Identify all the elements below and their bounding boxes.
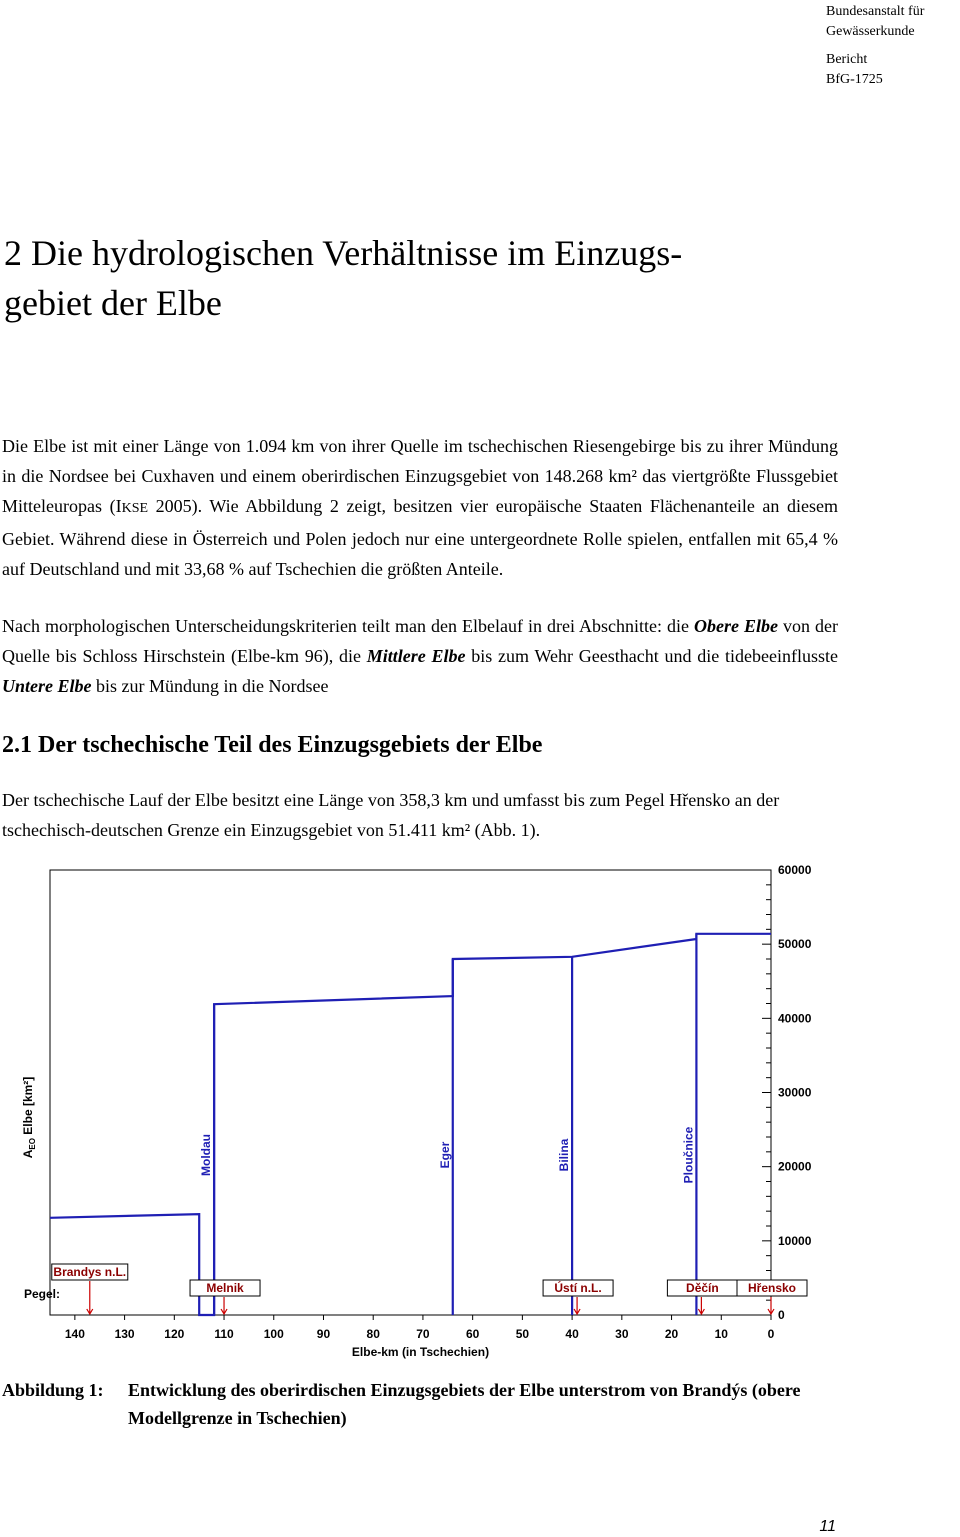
catchment-area-chart	[0, 855, 960, 1365]
paragraph-intro	[2, 431, 838, 584]
paragraph-intro-part-a: Die Elbe ist mit einer Länge von 1.094 km von ihrer Quelle im tschechischen Riesengebirge bis zu ihrer Mündung in die Nordsee bei Cuxhaven und einem oberirdischen Einzugsgebiet von 148.268 km² das viertgrößte Flussgebiet Mitteleuropas (I	[2, 436, 838, 516]
gauge-arrow	[574, 1297, 580, 1314]
y-axis-label-main: A	[21, 1149, 35, 1159]
x-tick-labels	[65, 1327, 775, 1341]
y-tick-label: 0	[778, 1308, 785, 1322]
gauge-label: Hřensko	[747, 1281, 797, 1295]
tributary-label: Bilina	[557, 1138, 572, 1172]
y-tick-label: 50000	[778, 937, 812, 952]
y-tick-label: 20000	[778, 1159, 812, 1174]
paragraph-morphology-text-1: Nach morphologischen Unterscheidungskriterien teilt man den Elbelauf in drei Abschnitte: die	[2, 616, 694, 636]
figure-caption-text: Entwicklung des oberirdischen Einzugsgebiets der Elbe unterstrom von Brandýs (obere Modellgrenze in Tschechien)	[128, 1380, 801, 1428]
header-report-line2: BfG-1725	[826, 72, 883, 87]
x-tick-label: 30	[615, 1327, 629, 1341]
subsection-title: 2.1 Der tschechische Teil des Einzugsgebiets der Elbe	[2, 732, 543, 758]
x-tick-label: 140	[64, 1327, 85, 1341]
gauge-arrow	[87, 1281, 93, 1314]
gauge-arrow	[768, 1297, 774, 1314]
term-untere-elbe: Untere Elbe	[2, 676, 92, 696]
figure-caption-label: Abbildung 1:	[2, 1380, 104, 1400]
paragraph-czech-part: Der tschechische Lauf der Elbe besitzt eine Länge von 358,3 km und umfasst bis zum Pegel Hřensko an der tschechisch-deutschen Grenze ein Einzugsgebiet von 51.411 km² (Abb. 1).	[2, 790, 780, 840]
x-tick-label: 0	[767, 1327, 775, 1341]
y-axis-label	[21, 1077, 37, 1159]
page-number: 11	[819, 1518, 836, 1535]
tributary-markers	[199, 934, 696, 1315]
x-tick-label: 80	[366, 1327, 380, 1341]
gauge-label: Děčín	[686, 1281, 719, 1295]
series-catchment-area	[50, 934, 771, 1315]
paragraph-morphology-text-2: von der Quelle bis Schloss Hirschstein (Elbe-km 96), die	[2, 616, 838, 666]
x-tick-label: 70	[416, 1327, 430, 1341]
gauge-arrow	[698, 1297, 704, 1314]
y-tick-label: 60000	[778, 863, 812, 877]
term-mittlere-elbe: Mittlere Elbe	[366, 646, 466, 666]
x-tick-label: 50	[515, 1327, 530, 1341]
x-tick-label: 100	[263, 1327, 284, 1341]
x-axis-label: Elbe-km (in Tschechien)	[351, 1345, 490, 1359]
term-obere-elbe: Obere Elbe	[693, 616, 778, 636]
x-tick-label: 60	[465, 1327, 480, 1341]
section-title-line2: gebiet der Elbe	[4, 283, 222, 323]
paragraph-morphology-text-4: bis zur Mündung in die Nordsee	[91, 676, 329, 696]
header-report-line1: Bericht	[826, 52, 868, 67]
paragraph-intro-part-b: 2005). Wie Abbildung 2 zeigt, besitzen vier europäische Staaten Flächenanteile an diesem Gebiet. Während diese in Österreich und Polen jedoch nur eine untergeordnete Rolle spielen, entfallen mit 65,4 % auf Deutschland und mit 33,68 % auf Tschechien die größten Anteile.	[2, 496, 838, 579]
gauge-markers	[52, 1264, 807, 1314]
header-org-line2: Gewässerkunde	[826, 24, 915, 39]
y-tick-label: 30000	[778, 1085, 812, 1100]
y-tick-label: 40000	[778, 1011, 812, 1026]
tributary-label: Ploučnice	[681, 1126, 696, 1184]
x-tick-label: 110	[214, 1327, 234, 1341]
x-tick-label: 90	[316, 1327, 331, 1341]
y-axis-label-rest: Elbe [km²]	[21, 1076, 35, 1139]
plot-frame	[50, 870, 771, 1315]
x-tick-label: 120	[164, 1327, 185, 1341]
x-tick-label: 40	[565, 1327, 579, 1341]
y-tick-label: 10000	[778, 1233, 812, 1248]
x-tick-label: 130	[114, 1327, 135, 1341]
chart-axes	[50, 870, 771, 1320]
gauge-label: Ústí n.L.	[554, 1281, 602, 1295]
paragraph-morphology-text-3: bis zum Wehr Geesthacht und die tidebeeinflusste	[465, 646, 838, 666]
pegel-label: Pegel:	[24, 1287, 61, 1301]
paragraph-morphology	[2, 611, 838, 701]
tributary-label: Moldau	[199, 1134, 214, 1176]
gauge-arrow	[221, 1297, 227, 1314]
section-title-line1: 2 Die hydrologischen Verhältnisse im Einzugs-	[4, 233, 683, 273]
section-title	[4, 228, 904, 328]
header-org-line1: Bundesanstalt für	[826, 4, 925, 19]
x-tick-label: 10	[714, 1327, 728, 1341]
gauge-label: Melnik	[206, 1281, 244, 1295]
header-organization	[826, 2, 946, 42]
header-report	[826, 50, 946, 90]
y-tick-labels	[778, 863, 812, 1322]
tributary-label: Eger	[437, 1141, 452, 1169]
y-axis-label-sub: EO	[28, 1138, 37, 1150]
gauge-label: Brandys n.L.	[53, 1265, 127, 1279]
ikse-smallcaps: KSE	[121, 501, 149, 516]
catchment-area-line	[50, 934, 771, 1315]
x-tick-label: 20	[664, 1327, 679, 1341]
